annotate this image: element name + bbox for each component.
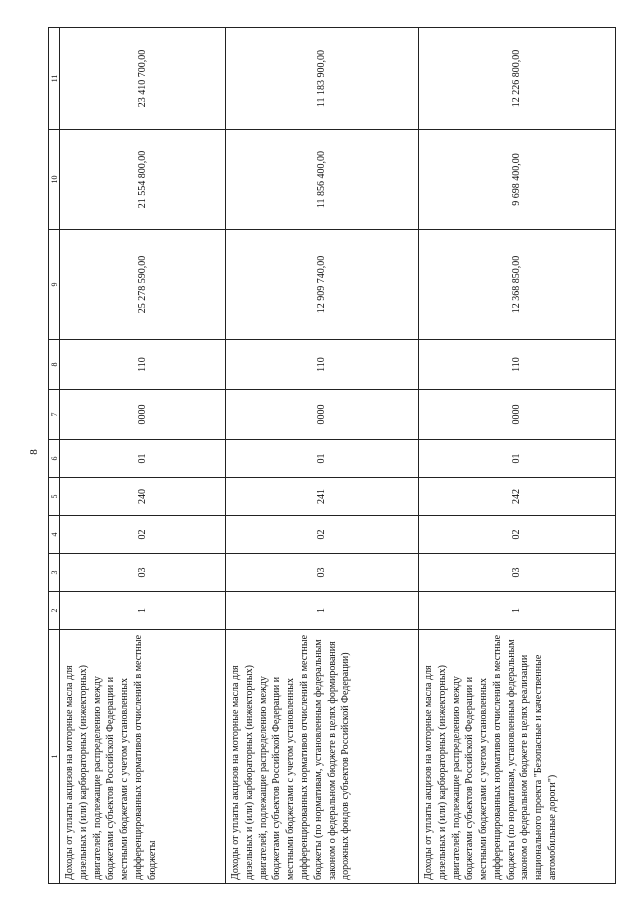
revenue-table	[48, 27, 616, 884]
cell-code-8: 110	[60, 340, 226, 390]
cell-code-8: 110	[225, 340, 418, 390]
cell-code-5: 240	[60, 478, 226, 516]
cell-code-7: 0000	[225, 390, 418, 440]
cell-code-3: 03	[225, 554, 418, 592]
cell-code-2: 1	[225, 592, 418, 630]
cell-amount-9: 12 909 740,00	[225, 230, 418, 340]
header-cell: 9	[49, 230, 60, 340]
header-cell: 3	[49, 554, 60, 592]
cell-amount-11: 11 183 900,00	[225, 28, 418, 130]
cell-code-4: 02	[418, 516, 615, 554]
cell-code-3: 03	[418, 554, 615, 592]
page-number: 8	[28, 449, 40, 455]
cell-code-6: 01	[418, 440, 615, 478]
cell-amount-10: 21 554 800,00	[60, 130, 226, 230]
cell-code-7: 0000	[60, 390, 226, 440]
cell-code-7: 0000	[418, 390, 615, 440]
cell-code-5: 241	[225, 478, 418, 516]
table-row	[418, 28, 615, 884]
cell-code-8: 110	[418, 340, 615, 390]
header-cell: 10	[49, 130, 60, 230]
cell-amount-9: 12 368 850,00	[418, 230, 615, 340]
table-row	[225, 28, 418, 884]
header-cell: 1	[49, 630, 60, 884]
header-cell: 2	[49, 592, 60, 630]
row-description: Доходы от уплаты акцизов на моторные масла для дизельных и (или) карбюраторных (инжекторных) двигателей, подлежащие распределению между бюджетами субъектов Российской Федерации и местными бюджетами с учетом установленных дифференцированных нормативов отчислений в местные бюджеты (по нормативам, установленным федеральным законом о федеральном бюджете в целях реализации национального проекта "Безопасные и качественные автомобильные дороги")	[418, 630, 615, 884]
cell-code-2: 1	[60, 592, 226, 630]
header-cell: 4	[49, 516, 60, 554]
cell-amount-9: 25 278 590,00	[60, 230, 226, 340]
row-description: Доходы от уплаты акцизов на моторные масла для дизельных и (или) карбюраторных (инжекторных) двигателей, подлежащие распределению между бюджетами субъектов Российской Федерации и местными бюджетами с учетом установленных дифференцированных нормативов отчислений в местные бюджеты (по нормативам, установленным федеральным законом о федеральном бюджете в целях формирования дорожных фондов субъектов Российской Федерации)	[225, 630, 418, 884]
table-row	[60, 28, 226, 884]
cell-amount-10: 9 698 400,00	[418, 130, 615, 230]
header-cell: 11	[49, 28, 60, 130]
header-cell: 7	[49, 390, 60, 440]
header-cell: 5	[49, 478, 60, 516]
cell-code-6: 01	[60, 440, 226, 478]
cell-code-2: 1	[418, 592, 615, 630]
row-description: Доходы от уплаты акцизов на моторные масла для дизельных и (или) карбюраторных (инжекторных) двигателей, подлежащие распределению между бюджетами субъектов Российской Федерации и местными бюджетами с учетом установленных дифференцированных нормативов отчислений в местные бюджеты	[60, 630, 226, 884]
cell-code-4: 02	[225, 516, 418, 554]
cell-code-3: 03	[60, 554, 226, 592]
header-cell: 8	[49, 340, 60, 390]
cell-amount-11: 12 226 800,00	[418, 28, 615, 130]
header-row	[49, 28, 60, 884]
rotated-table-container	[48, 28, 616, 884]
header-cell: 6	[49, 440, 60, 478]
cell-amount-11: 23 410 700,00	[60, 28, 226, 130]
cell-code-5: 242	[418, 478, 615, 516]
cell-code-4: 02	[60, 516, 226, 554]
cell-amount-10: 11 856 400,00	[225, 130, 418, 230]
cell-code-6: 01	[225, 440, 418, 478]
